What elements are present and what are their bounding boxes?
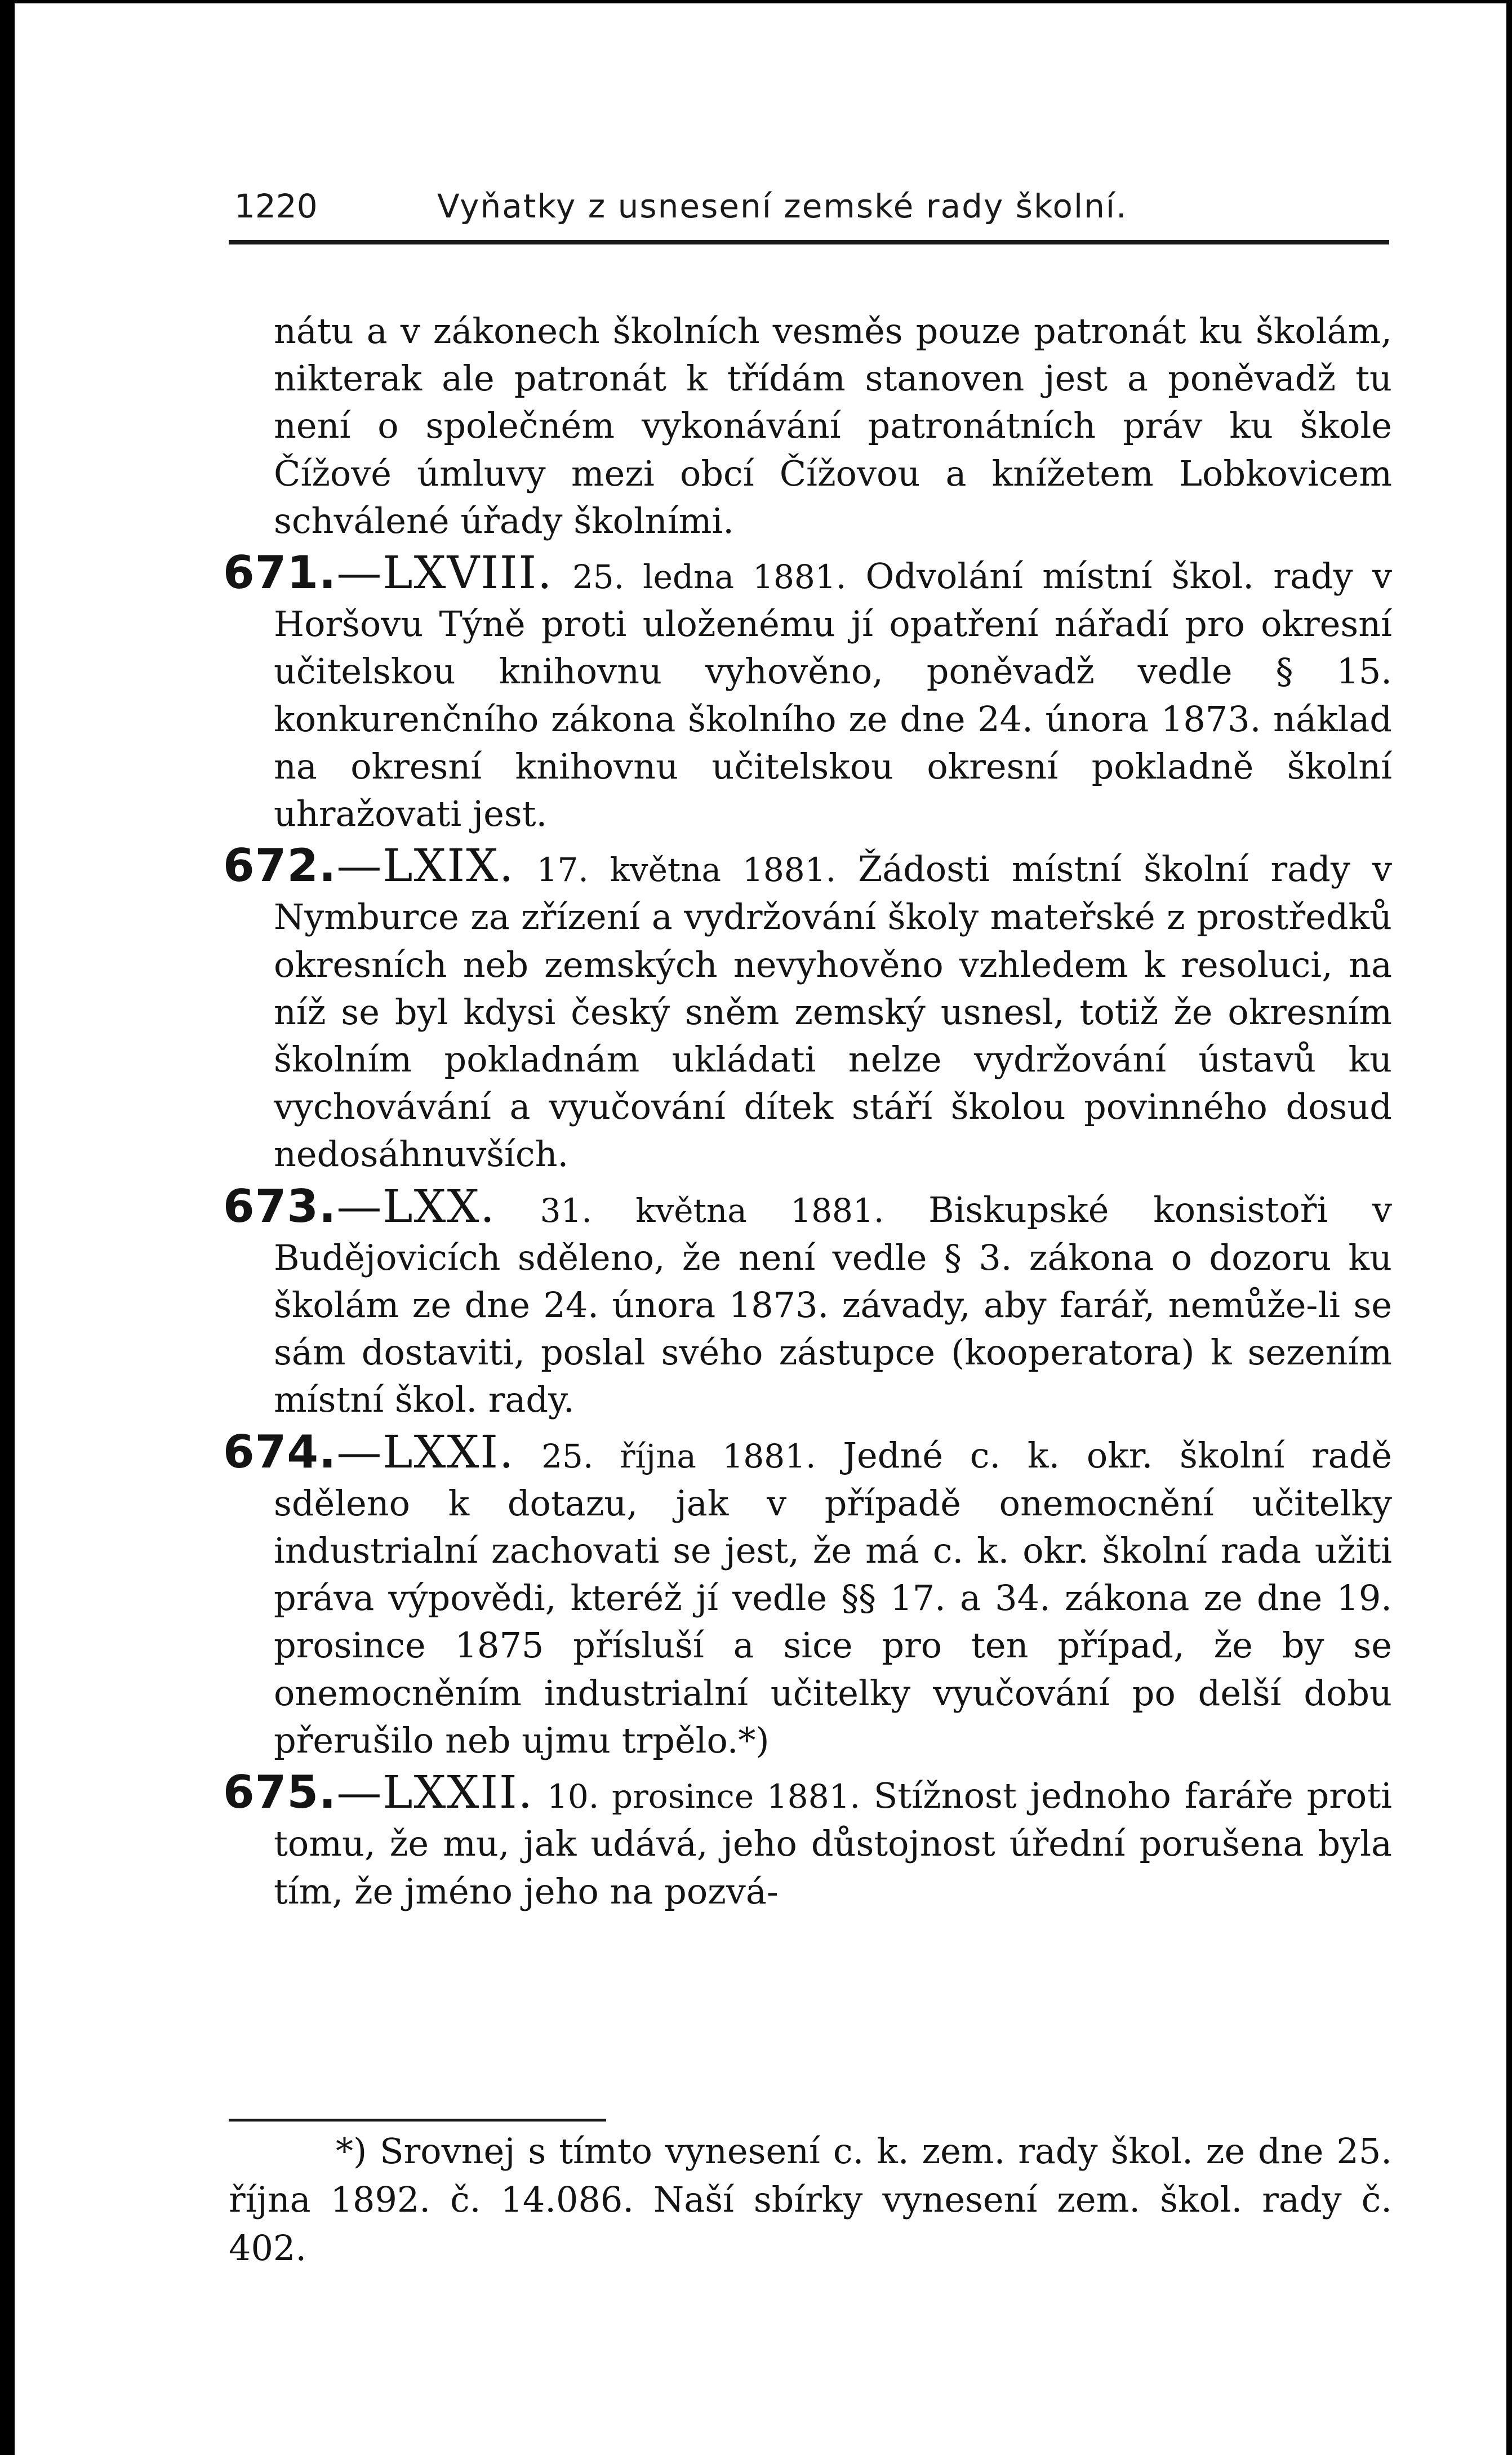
header-rule	[229, 240, 1389, 244]
entry-number: 671.	[223, 546, 337, 599]
footnote-rule	[229, 2119, 606, 2122]
entry-number: 673.	[223, 1180, 337, 1233]
entry-number: 674.	[223, 1425, 337, 1478]
footnote-text: *) Srovnej s tímto vynesení c. k. zem. rady škol. ze dne 25. října 1892. č. 14.086. Naší sbírky vynesení zem. škol. rady č. 402.	[229, 2131, 1392, 2269]
entry-date: 25. ledna 1881.	[572, 558, 847, 597]
entry-text: Žádosti místní školní rady v Nymburce za zřízení a vydržování školy mateřské z prostředků okresních neb zemských nevyhověno vzhledem k resoluci, na níž se byl kdysi český sněm zemský usnesl, totiž že okresním školním pokladnám ukládati nelze vydržování ústavů ku vychovávání a vyučování dítek stáří školou povinného dosud nedosáhnuvších.	[274, 848, 1392, 1175]
entry-roman: —LXX.	[336, 1180, 496, 1233]
running-title: Vyňatky z usnesení zemské rady školní.	[437, 187, 1128, 225]
entry-roman: —LXVIII.	[336, 546, 553, 599]
entry-roman: —LXIX.	[336, 839, 515, 892]
entry-date: 10. prosince 1881.	[547, 1777, 860, 1816]
page-number: 1220	[234, 187, 318, 225]
footnote	[229, 2127, 1392, 2272]
entry-674	[223, 1425, 1392, 1764]
entry-roman: —LXXII.	[336, 1766, 534, 1819]
page-header	[234, 178, 1322, 234]
entry-text: Jedné c. k. okr. školní radě sděleno k dotazu, jak v případě onemocnění učitelky industrialní zachovati se jest, že má c. k. okr. školní rada užiti práva výpovědi, kteréž jí vedle §§ 17. a 34. zákona ze dne 19. prosince 1875 přísluší a sice pro ten případ, že by se onemocněním industrialní učitelky vyučování po delší dobu přerušilo neb ujmu trpělo.*)	[274, 1434, 1392, 1761]
entry-675	[223, 1766, 1393, 1915]
continuation-paragraph: nátu a v zákonech školních vesměs pouze patronát ku školám, nikterak ale patronát k třídám stanoven jest a poněvadž tu není o společném vykonávání patronátních práv ku škole Čížové úmluvy mezi obcí Čížovou a knížetem Lobkovicem schválené úřady školními.	[274, 310, 1392, 541]
page-body	[223, 308, 1393, 1915]
entry-roman: —LXXI.	[336, 1425, 515, 1478]
entry-672	[223, 839, 1392, 1178]
entry-date: 25. října 1881.	[541, 1436, 816, 1475]
entry-text: Stížnost jednoho faráře proti tomu, že mu, jak udává, jeho důstojnost úřední porušena byla tím, že jméno jeho na pozvá-	[274, 1775, 1393, 1912]
entry-date: 31. května 1881.	[540, 1191, 884, 1230]
entry-date: 17. května 1881.	[536, 851, 837, 890]
entry-671	[223, 546, 1392, 838]
entry-number: 672.	[223, 839, 337, 892]
entry-text: Biskupské konsistoři v Budějovicích sděleno, že není vedle § 3. zákona o dozoru ku školám ze dne 24. února 1873. závady, aby farář, nemůže-li se sám dostaviti, poslal svého zástupce (kooperatora) k sezením místní škol. rady.	[274, 1189, 1392, 1421]
entry-673	[223, 1180, 1392, 1424]
entry-text: Odvolání místní škol. rady v Horšovu Týně proti uloženému jí opatření nářadí pro okresní učitelskou knihovnu vyhověno, poněvadž vedle § 15. konkurenčního zákona školního ze dne 24. února 1873. náklad na okresní knihovnu učitelskou okresní pokladně školní uhražovati jest.	[274, 555, 1392, 835]
entry-number: 675.	[223, 1766, 337, 1819]
